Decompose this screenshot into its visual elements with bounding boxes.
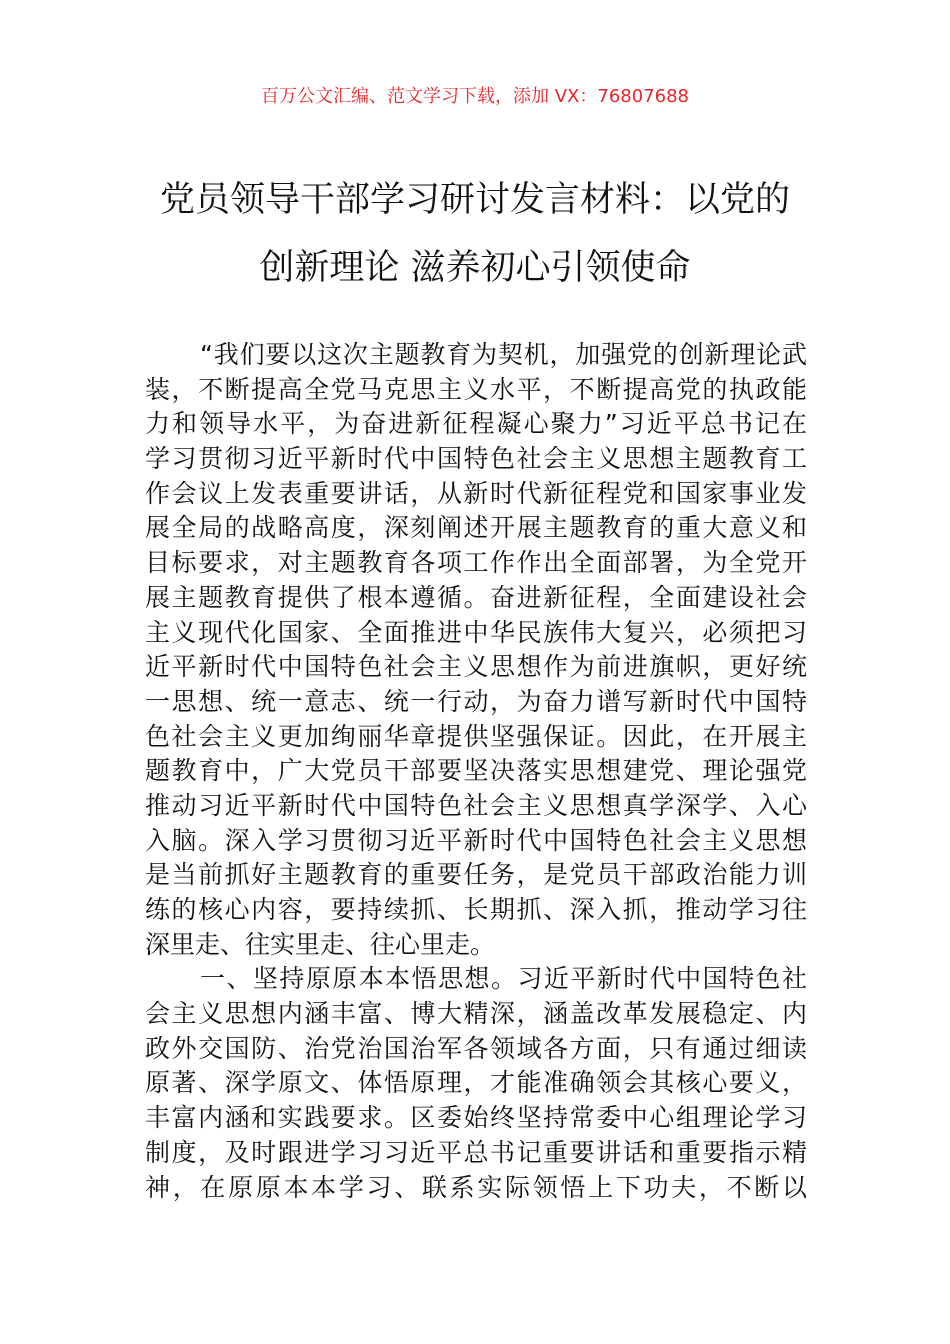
body-text-line: 神，在原原本本学习、联系实际领悟上下功夫，不断以 <box>145 1172 807 1202</box>
watermark-header: 百万公文汇编、范文学习下载，添加 VX：76807688 <box>261 86 689 107</box>
document-title-line-1: 党员领导干部学习研讨发言材料：以党的 <box>159 180 790 220</box>
body-text-line: 推动习近平新时代中国特色社会主义思想真学深学、入心 <box>145 790 807 820</box>
body-text-line: “我们要以这次主题教育为契机，加强党的创新理论武 <box>200 340 807 369</box>
body-text-line: 丰富内涵和实践要求。区委始终坚持常委中心组理论学习 <box>145 1103 807 1133</box>
body-text-line: 会主义思想内涵丰富、博大精深，涵盖改革发展稳定、内 <box>145 999 807 1029</box>
body-text-line: 展主题教育提供了根本遵循。奋进新征程，全面建设社会 <box>145 582 807 612</box>
document-body <box>145 338 807 1205</box>
body-text-line: 一思想、统一意志、统一行动，为奋力谱写新时代中国特 <box>145 686 807 716</box>
body-text-line: 政外交国防、治党治国治军各领域各方面，只有通过细读 <box>145 1033 807 1063</box>
body-text-line: 色社会主义更加绚丽华章提供坚强保证。因此，在开展主 <box>145 721 807 751</box>
body-text-line: 制度，及时跟进学习习近平总书记重要讲话和重要指示精 <box>145 1137 807 1167</box>
body-text-line: 一、坚持原原本本悟思想。习近平新时代中国特色社 <box>200 964 807 994</box>
body-text-line: 目标要求，对主题教育各项工作作出全面部署，为全党开 <box>145 548 807 578</box>
body-text-line: 装，不断提高全党马克思主义水平，不断提高党的执政能 <box>145 374 807 404</box>
body-text-line: 是当前抓好主题教育的重要任务，是党员干部政治能力训 <box>145 860 807 890</box>
body-text-line: 展全局的战略高度，深刻阐述开展主题教育的重大意义和 <box>145 513 807 543</box>
body-text-line: 作会议上发表重要讲话，从新时代新征程党和国家事业发 <box>145 478 807 508</box>
body-text-line: 练的核心内容，要持续抓、长期抓、深入抓，推动学习往 <box>145 895 807 924</box>
body-text-line: 近平新时代中国特色社会主义思想作为前进旗帜，更好统 <box>145 652 807 682</box>
body-text-line: 力和领导水平，为奋进新征程凝心聚力”习近平总书记在 <box>145 409 807 439</box>
body-text-line: 主义现代化国家、全面推进中华民族伟大复兴，必须把习 <box>145 617 807 647</box>
body-text-line: 入脑。深入学习贯彻习近平新时代中国特色社会主义思想 <box>145 825 807 855</box>
body-text-line: 原著、深学原文、体悟原理，才能准确领会其核心要义， <box>145 1068 807 1098</box>
body-text-line: 题教育中，广大党员干部要坚决落实思想建党、理论强党 <box>145 756 807 786</box>
body-text-line: 学习贯彻习近平新时代中国特色社会主义思想主题教育工 <box>145 444 807 474</box>
body-text-line: 深里走、往实里走、往心里走。 <box>145 929 496 959</box>
document-title-line-2: 创新理论 滋养初心引领使命 <box>259 248 691 288</box>
